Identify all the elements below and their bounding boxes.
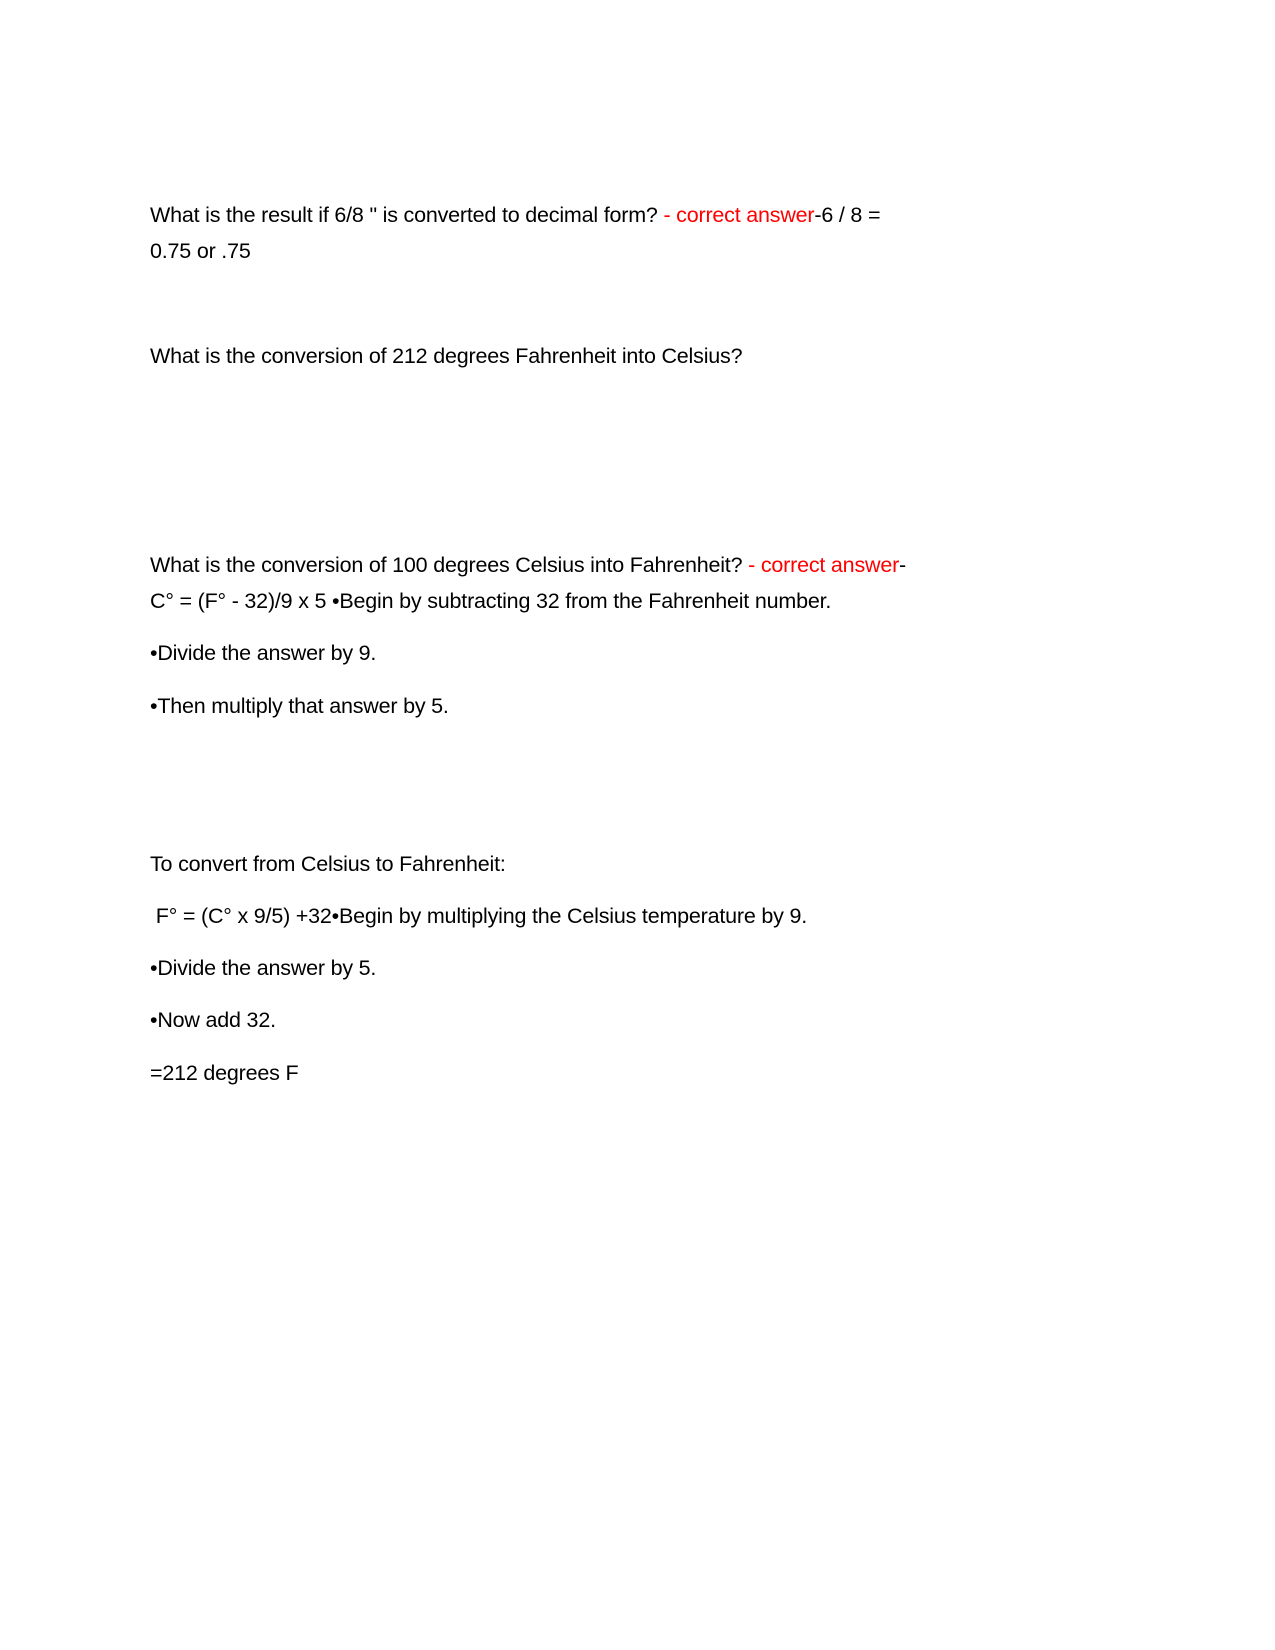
q1-question-line — [150, 202, 880, 228]
q3-step: •Divide the answer by 9. — [150, 641, 377, 665]
c-to-f-heading: To convert from Celsius to Fahrenheit: — [150, 852, 506, 876]
c-to-f-step: •Now add 32. — [150, 1008, 276, 1032]
q3-step: •Then multiply that answer by 5. — [150, 694, 449, 718]
c-to-f-step: •Divide the answer by 5. — [150, 956, 377, 980]
q2-question: What is the conversion of 212 degrees Fahrenheit into Celsius? — [150, 344, 743, 368]
q1-answer-line2: 0.75 or .75 — [150, 239, 251, 263]
q3-question: What is the conversion of 100 degrees Celsius into Fahrenheit? — [150, 553, 749, 577]
q3-answer-label: - correct answer — [748, 553, 900, 577]
q3-formula-line: C° = (F° - 32)/9 x 5 •Begin by subtracting 32 from the Fahrenheit number. — [150, 589, 832, 613]
q1-answer: -6 / 8 = — [814, 203, 881, 227]
q1-question: What is the result if 6/8 " is converted to decimal form? — [150, 203, 664, 227]
q3-question-line — [150, 552, 906, 578]
q3-answer-suffix: - — [899, 553, 906, 577]
q1-answer-label: - correct answer — [663, 203, 815, 227]
c-to-f-result: =212 degrees F — [150, 1061, 299, 1085]
c-to-f-formula-line: F° = (C° x 9/5) +32•Begin by multiplying the Celsius temperature by 9. — [150, 904, 808, 928]
